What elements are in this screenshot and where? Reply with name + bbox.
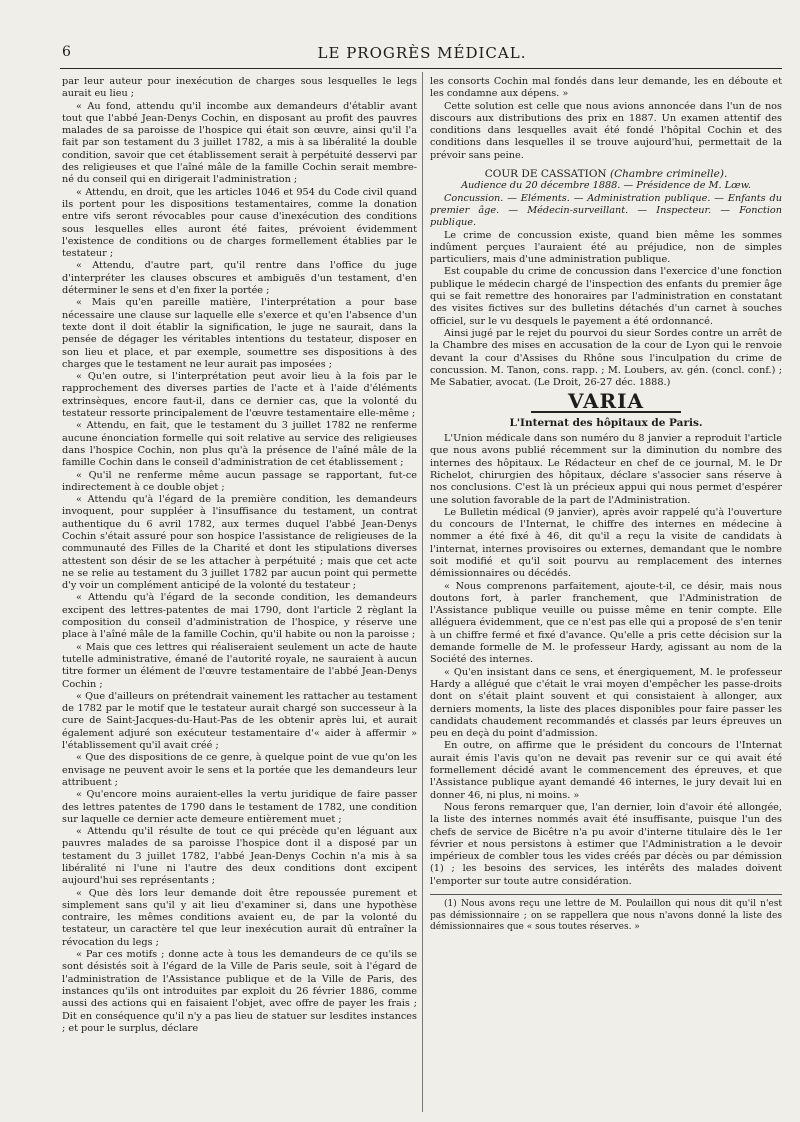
paragraph: « Attendu, d'autre part, qu'il rentre dans l'office du juge d'interpréter les clauses obscures et ambiguës d'un testament, d'en déterminer le sens et d'en fixer la portée ; [62, 260, 417, 297]
paragraph: les consorts Cochin mal fondés dans leur demande, les en déboute et les condamne aux dépens. » [430, 76, 782, 100]
paragraph: Nous ferons remarquer que, l'an dernier, loin d'avoir été allongée, la liste des internes nommés avait été insuffisante, puisque l'un des chefs de service de Bicêtre n'a pu avoir d'interne titulaire dès le 1er février et nous persistons à estimer que l'Administration a le devoir impérieux de combler tous les vides créés par décès ou par démission (1) ; les besoins des services, les intérêts des malades doivent l'emporter sur toute autre considération. [430, 801, 782, 887]
keywords: Concussion. — Eléments. — Administration publique. — Enfants du premier âge. — Médecin-surveillant. — Inspecteur. — Fonction publique. [430, 192, 782, 229]
paragraph: « Mais qu'en pareille matière, l'interprétation a pour base nécessaire une clause sur laquelle elle s'exerce et qu'en l'absence d'un texte dont il doit établir la signification, le juge ne saurait, dans la pensée de dégager les véritables intentions du testateur, disposer en son lieu et place, et par exemple, soumettre ses dispositions à des charges que le testament ne leur aurait pas imposées ; [62, 297, 417, 370]
court-chamber: (Chambre criminelle). [609, 168, 728, 181]
paragraph: « Au fond, attendu qu'il incombe aux demandeurs d'établir avant tout que l'abbé Jean-Denys Cochin, en disposant au profit des pauvres malades de sa paroisse de l'hospice qui était son œuvre, ainsi qu'il l'a fait par son testament du 3 juillet 1782, a mis à sa libéralité la double condition, savoir que cet établissement serait à perpétuité desservi par des religieuses et que l'aîné mâle de la famille Cochin serait membre-né du conseil qui en dirigerait l'administration ; [62, 100, 417, 186]
journal-title: LE PROGRÈS MÉDICAL. [317, 44, 527, 62]
varia-heading: VARIA [568, 389, 644, 414]
court-heading [430, 168, 782, 180]
paragraph: Le Bulletin médical (9 janvier), après avoir rappelé qu'à l'ouverture du concours de l'Internat, le chiffre des internes en médecine à nommer a été fixé à 46, dit qu'il a reçu la visite de candidats à l'internat, internes provisoires ou externes, demandant que le nombre soit modifié et qu'il soit pourvu au remplacement des internes démissionnaires ou décédés. [430, 506, 782, 580]
paragraph: « Par ces motifs ; donne acte à tous les demandeurs de ce qu'ils se sont désistés soit à l'égard de la Ville de Paris seule, soit à l'égard de l'administration de l'Assistance publique et de la Ville de Paris, des instances qu'ils ont introduites par exploit du 26 février 1886, comme aussi des actions qui en faisaient l'objet, avec offre de payer les frais ; Dit en conséquence qu'il n'y a pas lieu de statuer sur lesdites instances ; et pour le surplus, déclare [62, 949, 417, 1034]
paragraph: « Attendu, en fait, que le testament du 3 juillet 1782 ne renferme aucune énonciation formelle qui soit relative au service des religieuses dans l'hospice Cochin, non plus qu'à la présence de l'aîné mâle de la famille Cochin dans le conseil d'administration de cet établissement ; [62, 420, 417, 469]
paragraph: « Que des dispositions de ce genre, à quelque point de vue qu'on les envisage ne peuvent avoir le sens et la portée que les demandeurs leur attribuent ; [62, 752, 417, 788]
paragraph: « Qu'encore moins auraient-elles la vertu juridique de faire passer des lettres patentes de 1790 dans le testament de 1782, une condition sur laquelle ce dernier acte demeure entièrement muet ; [62, 789, 417, 825]
paragraph: « Qu'il ne renferme même aucun passage se rapportant, fut-ce indirectement à ce double objet ; [62, 469, 417, 493]
page-header [62, 44, 782, 66]
paragraph: « Attendu qu'à l'égard de la seconde condition, les demandeurs excipent des lettres-patentes de mai 1790, dont l'article 2 règlant la composition du conseil d'administration de l'hospice, y réserve une place à l'aîné mâle de la famille Cochin, qu'il habite ou non la paroisse ; [62, 592, 417, 641]
header-rule [60, 68, 782, 69]
audience-line: Audience du 20 décembre 1888. — Présidence de M. Lœw. [461, 180, 751, 192]
paragraph: Le crime de concussion existe, quand bien même les sommes indûment perçues l'auraient été au préjudice, non de simples particuliers, mais d'une administration publique. [430, 229, 782, 266]
paragraph: « Attendu qu'il résulte de tout ce qui précède qu'en léguant aux pauvres malades de sa paroisse l'hospice dont il a disposé par un testament du 3 juillet 1782, l'abbé Jean-Denys Cochin n'a mis à sa libéralité ni l'une ni l'autre des deux conditions dont excipent aujourd'hui ses représentants ; [62, 826, 417, 887]
paragraph: « Attendu, en droit, que les articles 1046 et 954 du Code civil quand ils portent pour les dispositions testamentaires, comme la donation entre vifs seront révocables pour cause d'inexécution des conditions sous lesquelles elles auront été faites, prévoient évidemment l'existence de conditions ou de charges formellement établies par le testateur ; [62, 186, 417, 260]
left-column [62, 76, 417, 1116]
paragraph: « Que dès lors leur demande doit être repoussée purement et simplement sans qu'il y ait lieu d'examiner si, dans une hypothèse contraire, les mêmes conditions avaient eu, de par la volonté du testateur, un caractère tel que leur inexécution aurait dû entraîner la révocation du legs ; [62, 887, 417, 948]
paragraph: Cette solution est celle que nous avions annoncée dans l'un de nos discours aux distributions des prix en 1887. Un examen attentif des conditions dans lesquelles avait été fondé l'hôpital Cochin et des conditions dans lesquelles il se trouve aujourd'hui, permettait de la prévoir sans peine. [430, 100, 782, 161]
page-number: 6 [62, 44, 71, 60]
paragraph: « Mais que ces lettres qui réaliseraient seulement un acte de haute tutelle administrative, émané de l'autorité royale, ne sauraient à aucun titre former un élément de l'œuvre testamentaire de l'abbé Jean-Denys Cochin ; [62, 641, 417, 690]
footnote: (1) Nous avons reçu une lettre de M. Poulaillon qui nous dit qu'il n'est pas démissionnaire ; on se rappellera que nous n'avons donné la liste des démissionnaires que « sous toutes réserves. » [430, 894, 782, 934]
court-title: COUR DE CASSATION [484, 168, 607, 181]
paragraph: L'Union médicale dans son numéro du 8 janvier a reproduit l'article que nous avons publié récemment sur la diminution du nombre des internes des hôpitaux. Le Rédacteur en chef de ce journal, M. le Dr Richelot, chirurgien des hôpitaux, déclare s'associer sans réserve à nos conclusions. C'est là un précieux appui qui nous permet d'espérer une solution favorable de la part de l'Administration. [430, 433, 782, 506]
varia-subtitle: L'Internat des hôpitaux de Paris. [509, 416, 703, 429]
paragraph: Ainsi jugé par le rejet du pourvoi du sieur Sordes contre un arrêt de la Chambre des mises en accusation de la cour de Lyon qui le renvoie devant la cour d'Assises du Rhône sous l'inculpation du crime de concussion. M. Tanon, cons. rapp. ; M. Loubers, av. gén. (concl. conf.) ; Me Sabatier, avocat. (Le Droit, 26-27 déc. 1888.) [430, 327, 782, 389]
paragraph: « Qu'en outre, si l'interprétation peut avoir lieu à la fois par le rapprochement des diverses parties de l'acte et à l'aide d'éléments extrinsèques, encore faut-il, dans ce dernier cas, que la volonté du testateur ressorte principalement de l'œuvre testamentaire elle-même ; [62, 371, 417, 420]
right-column [430, 76, 782, 1116]
paragraph: par leur auteur pour inexécution de charges sous lesquelles le legs aurait eu lieu ; [62, 76, 417, 100]
paragraph: Est coupable du crime de concussion dans l'exercice d'une fonction publique le médecin chargé de l'inspection des enfants du premier âge qui se fait remettre des honoraires par l'administration en constatant des visites fictives sur des bulletins détachés d'un carnet à souches officiel, sur le vu desquels le payement a été ordonnancé. [430, 266, 782, 327]
paragraph: « Nous comprenons parfaitement, ajoute-t-il, ce désir, mais nous doutons fort, à parler franchement, que l'Administration de l'Assistance publique veuille ou puisse même en tenir compte. Elle alléguera évidemment, que ce n'est pas elle qui a proposé de s'en tenir à un chiffre fermé et fixé d'avance. Qu'elle a pris cette décision sur la demande formelle de M. le professeur Hardy, agissant au nom de la Société des internes. [430, 580, 782, 666]
paragraph: En outre, on affirme que le président du concours de l'Internat aurait émis l'avis qu'on ne devait pas revenir sur ce qui avait été formellement décidé avant le commencement des épreuves, et que l'Assistance publique ayant demandé 46 internes, le jury devait lui en donner 46, ni plus, ni moins. » [430, 740, 782, 801]
paragraph: « Qu'en insistant dans ce sens, et énergiquement, M. le professeur Hardy a allégué que c'était le vrai moyen d'empêcher les passe-droits dont on s'était plaint souvent et qui consistaient à allonger, aux derniers moments, la liste des places disponibles pour faire passer les candidats chaudement recommandés et classés par leurs épreuves un peu en deçà du point d'admission. [430, 666, 782, 740]
paragraph: « Attendu qu'à l'égard de la première condition, les demandeurs invoquent, pour suppléer à l'insuffisance du testament, un contrat authentique du 6 avril 1782, aux termes duquel l'abbé Jean-Denys Cochin s'était assuré pour son hospice l'assistance de religieuses de la communauté des Filles de la Charité et dont les stipulations diverses attestent son désir de se les attacher à perpétuité ; mais que cet acte ne se relie au testament du 3 juillet 1782 par aucun point qui permette d'y voir un complément anticipé de la volonté du testateur ; [62, 494, 417, 592]
paragraph: « Que d'ailleurs on prétendrait vainement les rattacher au testament de 1782 par le motif que le testateur aurait chargé son successeur à la cure de Saint-Jacques-du-Haut-Pas de les obtenir après lui, et aurait également adjuré son exécuteur testamentaire d'« aider à affermir » l'établissement qu'il avait créé ; [62, 690, 417, 752]
column-divider [422, 72, 423, 1112]
